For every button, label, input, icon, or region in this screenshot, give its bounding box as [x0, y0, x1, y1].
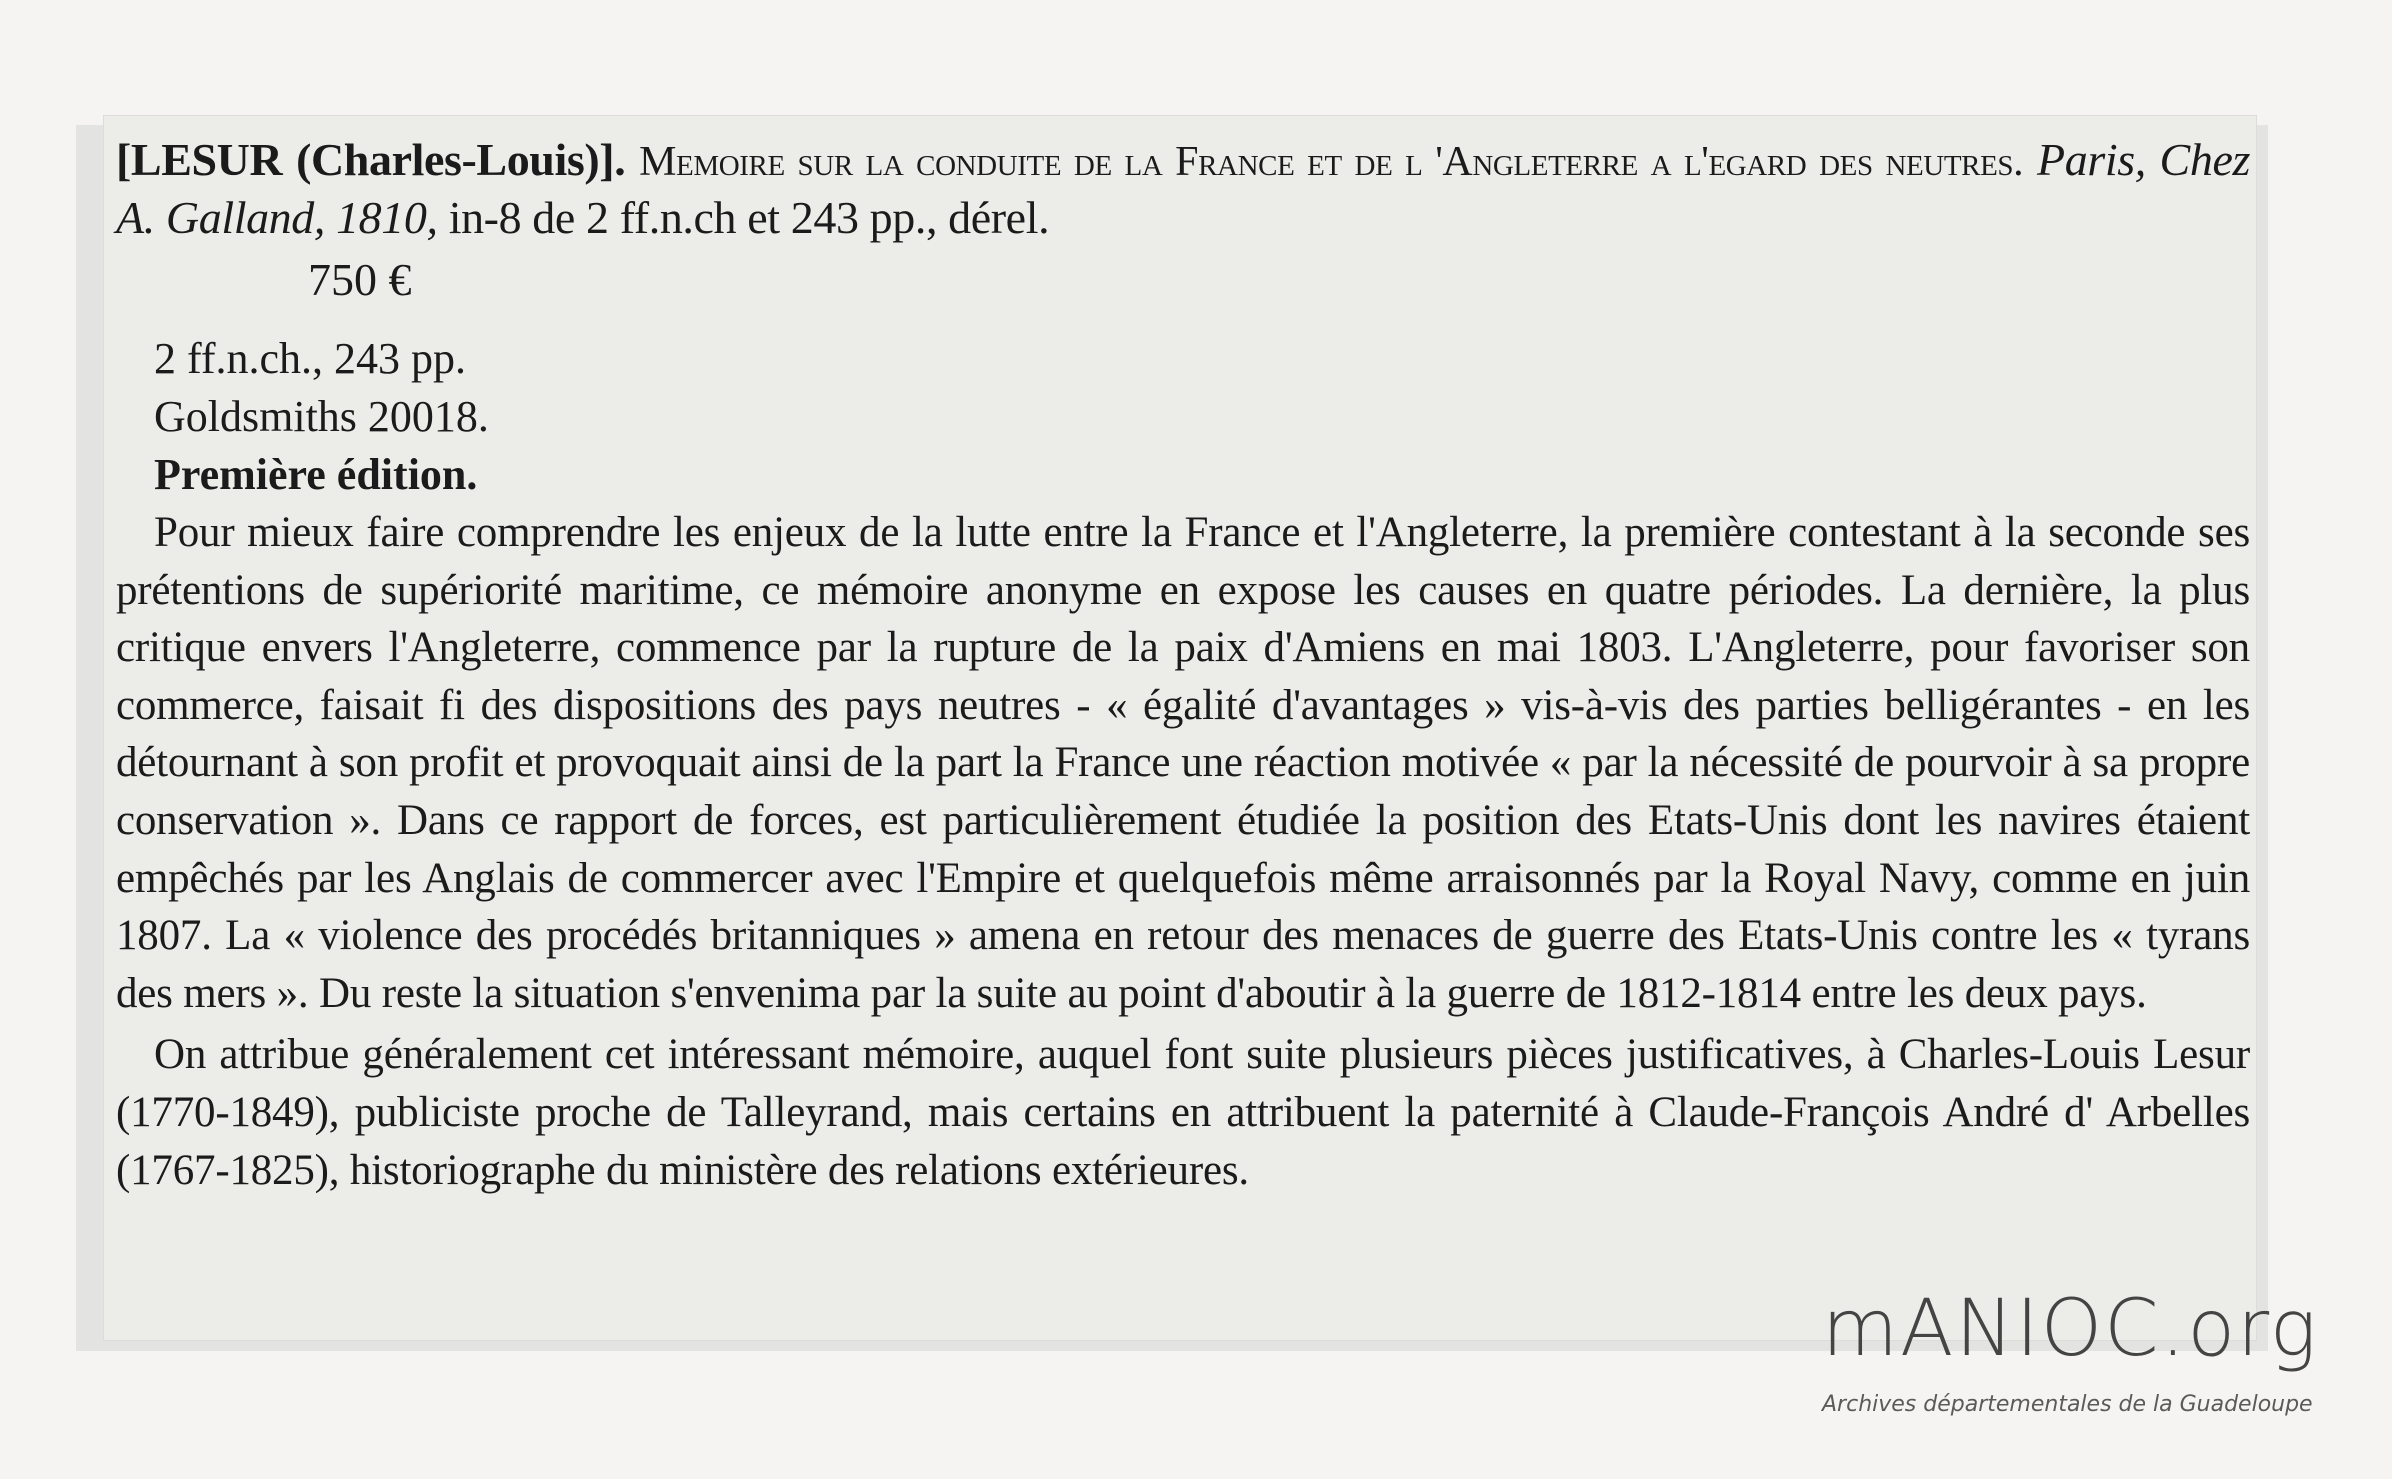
description-paragraph-2: On attribue généralement cet intéressant mémoire, auquel font suite plusieurs pièces justificatives, à Charles-Louis Lesur (1770-1849), publiciste proche de Talleyrand, mais certains en attribuent la paternité à Claude-François André d' Arbelles (1767-1825), historiographe du ministère des relations extérieures. [116, 1031, 2250, 1194]
manioc-logo: mANIOC.org [1822, 1284, 2319, 1374]
entry-meta [154, 330, 2250, 504]
entry-price: 750 € [308, 254, 412, 305]
manioc-watermark [1822, 1284, 2319, 1417]
catalogue-entry [116, 132, 2250, 1199]
entry-title: Memoire sur la conduite de la France et de l 'Angleterre a l'egard des neutres. [639, 139, 2024, 185]
entry-author: [LESUR (Charles-Louis)]. [116, 134, 626, 185]
entry-imprint: Paris, Chez A. Galland, 1810, [116, 134, 2250, 243]
archives-caption: Archives départementales de la Guadeloupe [1822, 1392, 2313, 1417]
entry-format: in-8 de 2 ff.n.ch et 243 pp., dérel. [448, 192, 1050, 243]
entry-edition: Première édition. [154, 450, 478, 499]
description-paragraph-1: Pour mieux faire comprendre les enjeux de la lutte entre la France et l'Angleterre, la première contestant à la seconde ses prétentions de supériorité maritime, ce mémoire anonyme en expose les causes en quatre périodes. La dernière, la plus critique envers l'Angleterre, commence par la rupture de la paix d'Amiens en mai 1803. L'Angleterre, pour favoriser son commerce, faisait fi des dispositions des pays neutres - « égalité d'avantages » vis-à-vis des parties belligérantes - en les détournant à son profit et provoquait ainsi de la part la France une réaction motivée « par la nécessité de pourvoir à sa propre conservation ». Dans ce rapport de forces, est particulièrement étudiée la position des Etats-Unis dont les navires étaient empêchés par les Anglais de commercer avec l'Empire et quelquefois même arraisonnés par la Royal Navy, comme en juin 1807. La « violence des procédés britanniques » amena en retour des menaces de guerre des Etats-Unis contre les « tyrans des mers ». Du reste la situation s'envenima par la suite au point d'aboutir à la guerre de 1812-1814 entre les deux pays. [116, 509, 2250, 1017]
entry-header [116, 132, 2250, 246]
entry-collation: 2 ff.n.ch., 243 pp. [154, 334, 467, 383]
entry-reference: Goldsmiths 20018. [154, 392, 489, 441]
